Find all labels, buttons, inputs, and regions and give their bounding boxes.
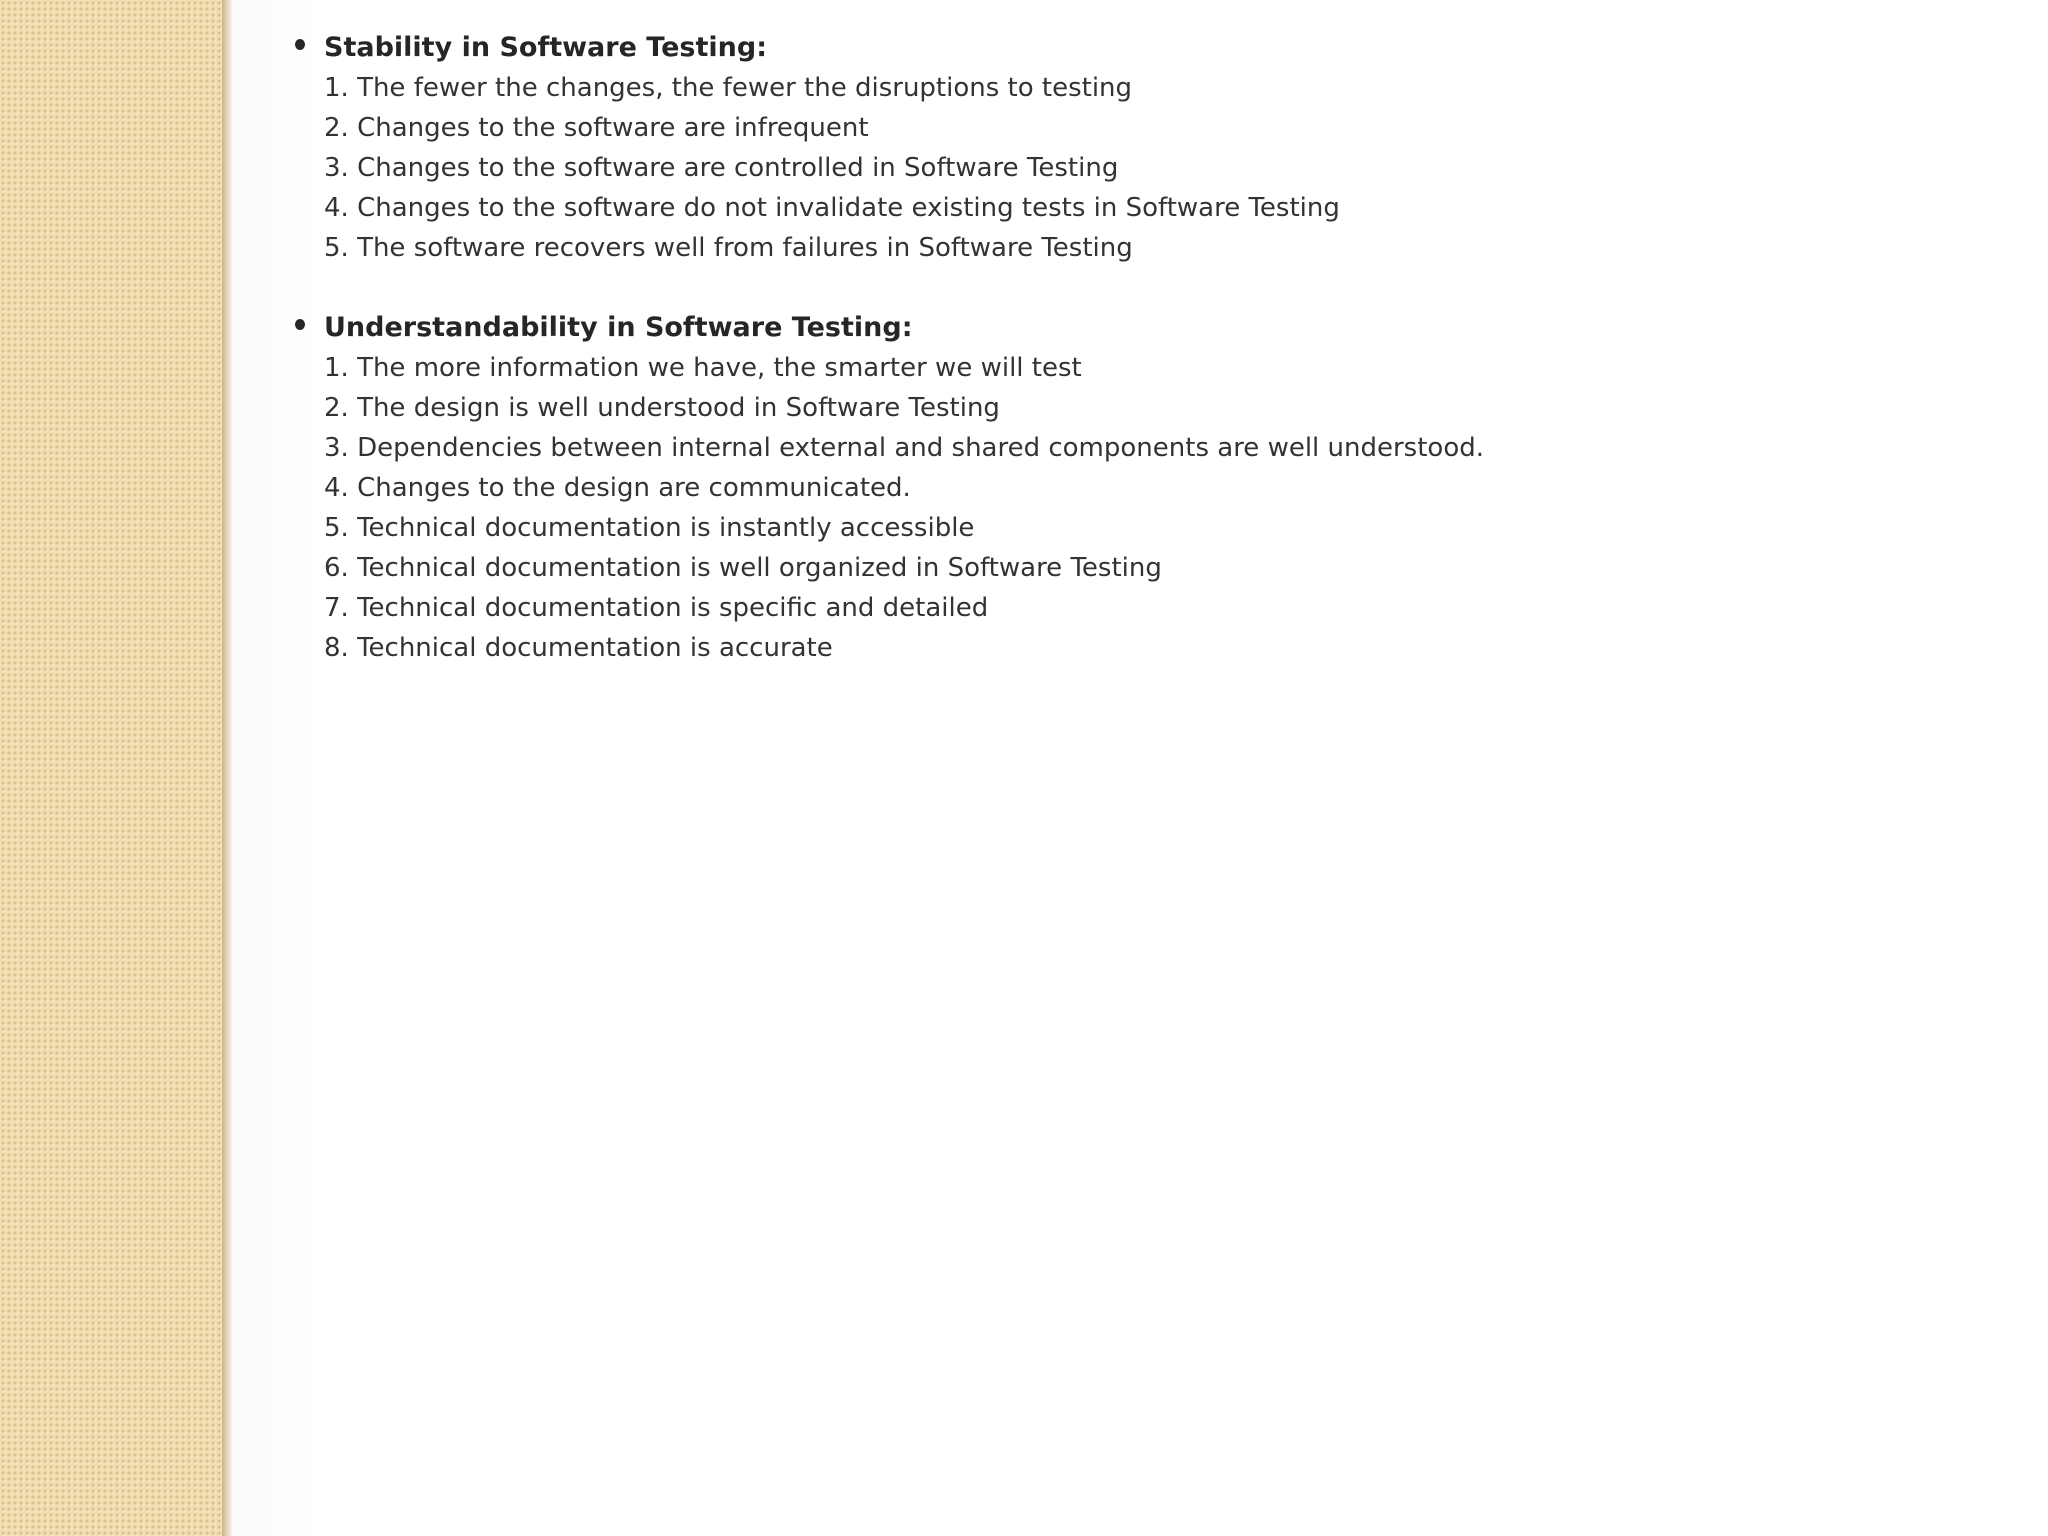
list-item: 2. The design is well understood in Software Testing xyxy=(324,393,1000,423)
section-title: Understandability in Software Testing: xyxy=(324,312,913,343)
understandability-list xyxy=(290,348,1990,668)
list-item: 7. Technical documentation is specific and detailed xyxy=(324,593,989,623)
list-item: 1. The more information we have, the smarter we will test xyxy=(324,353,1082,383)
stability-list xyxy=(290,68,1990,268)
side-panel-shadow xyxy=(222,0,234,1536)
list-item: 3. Dependencies between internal external and shared components are well understood. xyxy=(324,433,1485,463)
list-item: 3. Changes to the software are controlled in Software Testing xyxy=(324,153,1119,183)
list-item: 6. Technical documentation is well organized in Software Testing xyxy=(324,553,1162,583)
section-stability xyxy=(290,28,1990,268)
list-item: 4. Changes to the software do not invalidate existing tests in Software Testing xyxy=(324,193,1340,223)
slide-content xyxy=(290,28,1990,708)
list-item: 8. Technical documentation is accurate xyxy=(324,633,833,663)
section-understandability xyxy=(290,308,1990,668)
section-title: Stability in Software Testing: xyxy=(324,32,768,63)
list-item: 5. The software recovers well from failures in Software Testing xyxy=(324,233,1133,263)
list-item: 2. Changes to the software are infrequent xyxy=(324,113,869,143)
list-item: 1. The fewer the changes, the fewer the disruptions to testing xyxy=(324,73,1133,103)
list-item: 4. Changes to the design are communicated. xyxy=(324,473,911,503)
bullet-icon xyxy=(295,319,305,330)
bullet-icon xyxy=(295,39,305,50)
list-item: 5. Technical documentation is instantly accessible xyxy=(324,513,975,543)
decorative-side-panel xyxy=(0,0,222,1536)
